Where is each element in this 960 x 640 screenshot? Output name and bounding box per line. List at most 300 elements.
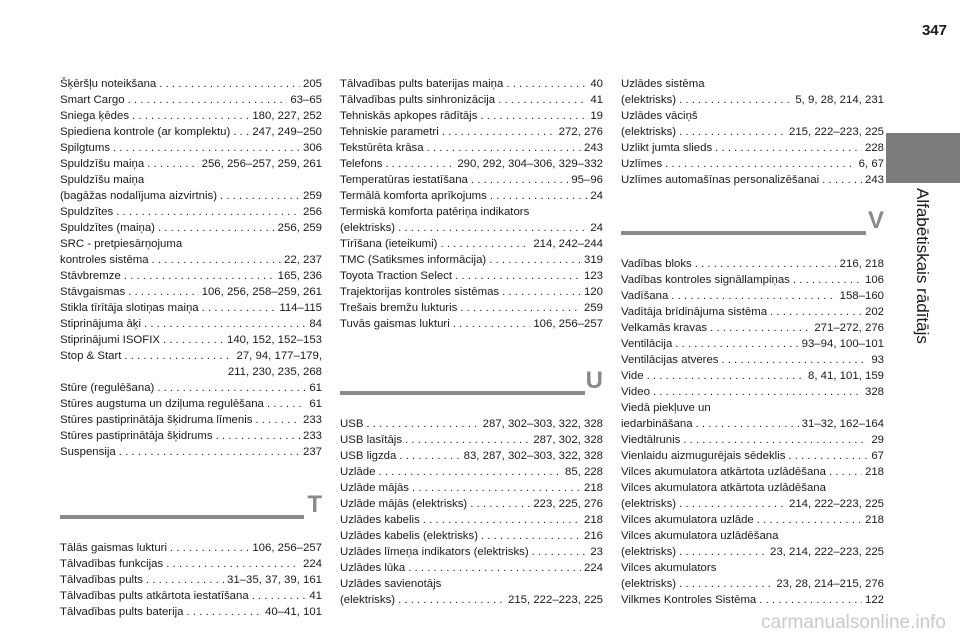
entry-pages: 158–160 bbox=[839, 290, 884, 302]
index-entry bbox=[60, 252, 322, 268]
index-entry bbox=[340, 268, 603, 284]
dot-leader bbox=[788, 448, 868, 464]
entry-pages: 85, 228 bbox=[564, 466, 603, 478]
entry-pages: 6, 67 bbox=[858, 158, 884, 170]
dot-leader bbox=[405, 432, 530, 448]
entry-pages: 19 bbox=[590, 110, 603, 122]
index-entry bbox=[60, 108, 322, 124]
index-entry-heading: Uzlādes savienotājs bbox=[340, 578, 442, 590]
index-entry bbox=[340, 172, 603, 188]
index-entry bbox=[340, 544, 603, 560]
index-entry bbox=[60, 204, 322, 220]
entry-pages: 22, 237 bbox=[283, 254, 322, 266]
dot-leader bbox=[378, 464, 562, 480]
entry-term: Uzlāde mājās (elektrisks) bbox=[340, 498, 468, 510]
dot-leader bbox=[408, 560, 581, 576]
index-entry bbox=[60, 556, 322, 572]
index-entry bbox=[621, 320, 884, 336]
index-entry bbox=[340, 300, 603, 316]
dot-leader bbox=[170, 540, 249, 556]
entry-pages: 106, 256–257 bbox=[252, 542, 322, 554]
index-entry bbox=[60, 604, 322, 620]
index-entry bbox=[340, 284, 603, 300]
dot-leader bbox=[498, 92, 587, 108]
section-header-u bbox=[340, 358, 603, 416]
entry-term: Tehniskās apkopes rādītājs bbox=[340, 110, 478, 122]
entry-pages: 24 bbox=[590, 190, 603, 202]
entries-u-cont bbox=[621, 76, 884, 188]
index-entry bbox=[621, 288, 884, 304]
entry-term: Tālvadības pults sinhronizācija bbox=[340, 94, 496, 106]
entry-term: Stāvgaismas bbox=[60, 286, 126, 298]
entry-term: Vilces akumulatora uzlāde bbox=[621, 514, 754, 526]
entry-term: Viedtālrunis bbox=[621, 434, 681, 446]
section-rule bbox=[340, 391, 585, 395]
entry-pages: 8, 41, 101, 159 bbox=[807, 370, 884, 382]
entry-pages: 237 bbox=[302, 446, 322, 458]
dot-leader bbox=[675, 336, 798, 352]
entry-pages: 23, 28, 214–215, 276 bbox=[776, 578, 884, 590]
dot-leader bbox=[412, 480, 581, 496]
entry-term: Spuldzītes bbox=[60, 206, 114, 218]
index-entry bbox=[60, 156, 322, 172]
entry-pages: 216, 218 bbox=[839, 258, 884, 270]
entry-term: (bagāžas nodalījuma aizvirtnis) bbox=[60, 190, 218, 202]
index-entry bbox=[60, 284, 322, 300]
entry-pages: 256 bbox=[302, 206, 322, 218]
entry-term: Vilces akumulatora atkārtota uzlādēšana bbox=[621, 466, 826, 478]
entry-pages: 5, 9, 28, 214, 231 bbox=[795, 94, 884, 106]
index-entry bbox=[340, 108, 603, 124]
entry-term: Uzlādes kabelis (elektrisks) bbox=[340, 530, 478, 542]
entry-term: Stūres pastiprinātāja šķidrums bbox=[60, 430, 213, 442]
index-entry bbox=[621, 576, 884, 592]
dot-leader bbox=[252, 588, 307, 604]
index-entry-heading: Vilces akumulators bbox=[621, 562, 717, 574]
dot-leader bbox=[144, 316, 306, 332]
dot-leader bbox=[532, 544, 588, 560]
entry-term: Toyota Traction Select bbox=[340, 270, 453, 282]
entry-term: Tālvadības pults bbox=[60, 574, 143, 586]
dot-leader bbox=[829, 464, 862, 480]
entry-pages: 122 bbox=[864, 594, 884, 606]
index-entry bbox=[60, 380, 322, 396]
entry-pages: 218 bbox=[864, 466, 884, 478]
dot-leader bbox=[427, 140, 581, 156]
entry-term: Tālvadības pults atkārtota iestatīšana bbox=[60, 590, 249, 602]
dot-leader bbox=[385, 156, 454, 172]
index-entry bbox=[60, 444, 322, 460]
entry-term: Telefons bbox=[340, 158, 383, 170]
entry-pages: 31–32, 162–164 bbox=[801, 418, 884, 430]
section-letter: T bbox=[307, 491, 322, 518]
entry-pages: 290, 292, 304–306, 329–332 bbox=[457, 158, 603, 170]
dot-leader bbox=[757, 512, 862, 528]
entry-term: Sniega ķēdes bbox=[60, 110, 130, 122]
index-column-3 bbox=[621, 76, 884, 608]
dot-leader bbox=[398, 592, 505, 608]
dot-leader bbox=[490, 188, 587, 204]
entry-pages-continued: 211, 230, 235, 268 bbox=[227, 366, 322, 378]
dot-leader bbox=[152, 252, 281, 268]
index-entry bbox=[340, 560, 603, 576]
entry-term: Spuldzītes (maiņa) bbox=[60, 222, 155, 234]
entry-pages: 41 bbox=[309, 590, 322, 602]
entry-term: Uzlikt jumta slieds bbox=[621, 142, 713, 154]
dot-leader bbox=[722, 352, 869, 368]
dot-leader bbox=[267, 396, 306, 412]
entry-pages: 95–96 bbox=[571, 174, 603, 186]
index-entry bbox=[60, 396, 322, 412]
dot-leader bbox=[158, 220, 275, 236]
index-entry bbox=[60, 140, 322, 156]
dot-leader bbox=[665, 156, 856, 172]
entry-term: Stikla tīrītāja slotiņas maiņa bbox=[60, 302, 199, 314]
dot-leader bbox=[695, 256, 837, 272]
entry-pages: 233 bbox=[302, 414, 322, 426]
dot-leader bbox=[163, 332, 224, 348]
section-header-v bbox=[621, 198, 884, 256]
index-entry bbox=[60, 316, 322, 332]
dot-leader bbox=[506, 76, 587, 92]
dot-leader bbox=[186, 604, 262, 620]
entry-pages: 27, 94, 177–179, bbox=[236, 350, 322, 362]
dot-leader bbox=[679, 124, 786, 140]
dot-leader bbox=[793, 272, 862, 288]
entry-pages: 63–65 bbox=[290, 94, 322, 106]
dot-leader bbox=[647, 368, 805, 384]
entry-pages: 83, 287, 302–303, 322, 328 bbox=[463, 450, 603, 462]
dot-leader bbox=[481, 528, 581, 544]
entry-term: Tālvadības funkcijas bbox=[60, 558, 164, 570]
entry-term: Stāvbremze bbox=[60, 270, 121, 282]
entry-term: (elektrisks) bbox=[340, 594, 396, 606]
index-entry-heading: Uzlādes sistēma bbox=[621, 78, 705, 90]
entry-pages: 243 bbox=[864, 174, 884, 186]
entry-term: Stop & Start bbox=[60, 350, 122, 362]
index-entry bbox=[621, 172, 884, 188]
dot-leader bbox=[489, 252, 581, 268]
entry-term: (elektrisks) bbox=[621, 94, 677, 106]
dot-leader bbox=[132, 108, 249, 124]
entry-pages: 41 bbox=[590, 94, 603, 106]
index-entry bbox=[340, 432, 603, 448]
entry-pages: 215, 222–223, 225 bbox=[507, 594, 603, 606]
entries-t-cont bbox=[340, 76, 603, 332]
dot-leader bbox=[679, 496, 786, 512]
entry-pages: 256, 259 bbox=[277, 222, 322, 234]
index-entry bbox=[340, 156, 603, 172]
entry-pages: 306 bbox=[302, 142, 322, 154]
index-entry bbox=[340, 316, 603, 332]
entry-pages: 228 bbox=[864, 142, 884, 154]
entry-term: Spiediena kontrole (ar komplektu) bbox=[60, 126, 231, 138]
entry-pages: 106 bbox=[864, 274, 884, 286]
index-entry bbox=[340, 448, 603, 464]
index-entry bbox=[60, 428, 322, 444]
index-entry bbox=[340, 592, 603, 608]
entry-term: Tuvās gaismas lukturi bbox=[340, 318, 450, 330]
index-entry-heading: Spuldzīšu maiņa bbox=[60, 174, 145, 186]
dot-leader bbox=[653, 384, 862, 400]
index-entry bbox=[340, 236, 603, 252]
entry-pages: 61 bbox=[309, 382, 322, 394]
entry-pages: 114–115 bbox=[279, 302, 322, 314]
entry-term: Smart Cargo bbox=[60, 94, 125, 106]
dot-leader bbox=[202, 300, 277, 316]
entry-pages: 140, 152, 152–153 bbox=[226, 334, 322, 346]
index-entry-heading: Viedā piekļuve un bbox=[621, 402, 711, 414]
index-entry bbox=[621, 352, 884, 368]
dot-leader bbox=[460, 300, 581, 316]
entry-term: USB ligzda bbox=[340, 450, 397, 462]
entry-pages: 165, 236 bbox=[277, 270, 322, 282]
dot-leader bbox=[166, 556, 300, 572]
entry-term: Ventilācija bbox=[621, 338, 673, 350]
entry-pages: 180, 227, 252 bbox=[252, 110, 322, 122]
entry-term: Uzlāde mājās bbox=[340, 482, 410, 494]
index-column-1 bbox=[60, 76, 322, 620]
entry-pages: 106, 256–257 bbox=[533, 318, 603, 330]
entries-t bbox=[60, 540, 322, 620]
entry-term: Uzlīmes automašīnas personalizēšanai bbox=[621, 174, 820, 186]
entry-term: Velkamās kravas bbox=[621, 322, 708, 334]
entry-pages: 123 bbox=[583, 270, 603, 282]
index-entry bbox=[340, 140, 603, 156]
entry-pages: 24 bbox=[590, 222, 603, 234]
entry-term: Stūre (regulēšana) bbox=[60, 382, 155, 394]
index-entry bbox=[621, 592, 884, 608]
index-entry bbox=[621, 140, 884, 156]
dot-leader bbox=[759, 592, 862, 608]
dot-leader bbox=[502, 284, 581, 300]
index-entry-heading: Termiskā komforta patēriņa indikators bbox=[340, 206, 530, 218]
entry-pages: 233 bbox=[302, 430, 322, 442]
entry-term: Uzlādes kabelis bbox=[340, 514, 420, 526]
entry-term: Šķēršļu noteikšana bbox=[60, 78, 157, 90]
entry-term: Stiprinājuma āķi bbox=[60, 318, 142, 330]
entry-pages: 93 bbox=[871, 354, 884, 366]
section-rule bbox=[621, 231, 866, 235]
dot-leader bbox=[233, 124, 249, 140]
entry-pages: 287, 302, 328 bbox=[533, 434, 603, 446]
dot-leader bbox=[696, 416, 799, 432]
entry-term: TMC (Satiksmes informācija) bbox=[340, 254, 487, 266]
dot-leader bbox=[671, 288, 836, 304]
dot-leader bbox=[157, 380, 306, 396]
section-header-t bbox=[60, 482, 322, 540]
dot-leader bbox=[453, 316, 531, 332]
index-entry bbox=[340, 464, 603, 480]
entry-term: Vilkmes Kontroles Sistēma bbox=[621, 594, 757, 606]
entry-pages: 29 bbox=[871, 434, 884, 446]
entry-term: Uzlīmes bbox=[621, 158, 663, 170]
entry-pages: 224 bbox=[583, 562, 603, 574]
index-entry bbox=[60, 412, 322, 428]
index-entry bbox=[621, 336, 884, 352]
dot-leader bbox=[471, 172, 568, 188]
index-entry bbox=[621, 544, 884, 560]
dot-leader bbox=[147, 156, 198, 172]
entry-term: Tīrīšana (ieteikumi) bbox=[340, 238, 438, 250]
index-entry bbox=[340, 124, 603, 140]
entry-term: Uzlāde bbox=[340, 466, 376, 478]
dot-leader bbox=[440, 236, 530, 252]
index-entry bbox=[340, 512, 603, 528]
section-tab-label: Alfabētiskais rādītājs bbox=[913, 188, 932, 344]
dot-leader bbox=[255, 412, 300, 428]
entry-pages: 259 bbox=[583, 302, 603, 314]
dot-leader bbox=[216, 428, 300, 444]
dot-leader bbox=[220, 188, 300, 204]
dot-leader bbox=[470, 496, 530, 512]
entries-v bbox=[621, 256, 884, 608]
entry-pages: 218 bbox=[583, 514, 603, 526]
dot-leader bbox=[398, 220, 587, 236]
index-entry bbox=[60, 92, 322, 108]
entry-pages: 247, 249–250 bbox=[252, 126, 322, 138]
entry-term: Ventilācijas atveres bbox=[621, 354, 719, 366]
index-entry bbox=[621, 384, 884, 400]
entry-term: Trajektorijas kontroles sistēmas bbox=[340, 286, 500, 298]
entry-term: Tālvadības pults baterija bbox=[60, 606, 184, 618]
index-entry bbox=[60, 332, 322, 348]
entry-term: Vadības kontroles signāllampiņas bbox=[621, 274, 790, 286]
dot-leader bbox=[128, 284, 198, 300]
entry-term: Tekstūrēta krāsa bbox=[340, 142, 424, 154]
index-entry bbox=[60, 220, 322, 236]
entry-pages: 218 bbox=[583, 482, 603, 494]
entry-term: Suspensija bbox=[60, 446, 116, 458]
dot-leader bbox=[679, 92, 792, 108]
entry-pages: 243 bbox=[583, 142, 603, 154]
index-entry bbox=[621, 92, 884, 108]
entry-pages: 272, 276 bbox=[558, 126, 603, 138]
page-number: 347 bbox=[921, 22, 947, 39]
entries-s bbox=[60, 76, 322, 460]
entry-pages: 218 bbox=[864, 514, 884, 526]
entry-term: Vienlaidu aizmugurējais sēdeklis bbox=[621, 450, 786, 462]
entry-term: Video bbox=[621, 386, 650, 398]
entry-term: Vadītāja brīdinājuma sistēma bbox=[621, 306, 768, 318]
dot-leader bbox=[710, 320, 811, 336]
index-entry bbox=[60, 300, 322, 316]
index-entry-heading: SRC - pretpiesārņojuma bbox=[60, 238, 183, 250]
section-letter: U bbox=[585, 367, 603, 394]
entry-term: (elektrisks) bbox=[340, 222, 396, 234]
index-entry bbox=[621, 448, 884, 464]
index-entry bbox=[621, 156, 884, 172]
entry-pages: 328 bbox=[864, 386, 884, 398]
index-entry-heading: Uzlādes vāciņš bbox=[621, 110, 698, 122]
dot-leader bbox=[679, 544, 767, 560]
entry-pages: 216 bbox=[583, 530, 603, 542]
entry-pages: 23, 214, 222–223, 225 bbox=[769, 546, 884, 558]
index-entry bbox=[60, 588, 322, 604]
dot-leader bbox=[124, 348, 233, 364]
entry-term: USB bbox=[340, 418, 364, 430]
index-entry bbox=[621, 416, 884, 432]
entry-pages: 61 bbox=[309, 398, 322, 410]
index-entry bbox=[60, 76, 322, 92]
entry-term: Tālvadības pults baterijas maiņa bbox=[340, 78, 504, 90]
index-entry bbox=[621, 464, 884, 480]
entry-term: Trešais bremžu lukturis bbox=[340, 302, 458, 314]
index-entry bbox=[60, 124, 322, 140]
index-entry bbox=[60, 268, 322, 284]
dot-leader bbox=[116, 204, 300, 220]
entry-term: Temperatūras iestatīšana bbox=[340, 174, 468, 186]
entry-term: Vadības bloks bbox=[621, 258, 692, 270]
entry-term: Stūres pastiprinātāja šķidruma līmenis bbox=[60, 414, 253, 426]
index-entry bbox=[340, 480, 603, 496]
index-entry bbox=[60, 188, 322, 204]
dot-leader bbox=[480, 108, 587, 124]
entry-term: Stiprinājumi ISOFIX bbox=[60, 334, 161, 346]
dot-leader bbox=[128, 92, 288, 108]
index-entry bbox=[340, 76, 603, 92]
dot-leader bbox=[159, 76, 300, 92]
entry-term: Tālās gaismas lukturi bbox=[60, 542, 167, 554]
index-entry bbox=[340, 92, 603, 108]
index-entry bbox=[340, 528, 603, 544]
entry-pages: 84 bbox=[309, 318, 322, 330]
index-entry bbox=[60, 572, 322, 588]
dot-leader bbox=[146, 572, 224, 588]
dot-leader bbox=[119, 444, 300, 460]
dot-leader bbox=[399, 448, 460, 464]
index-entry bbox=[340, 496, 603, 512]
entry-term: (elektrisks) bbox=[621, 546, 677, 558]
entry-pages: 223, 225, 276 bbox=[533, 498, 603, 510]
section-tab-marker bbox=[886, 133, 960, 183]
section-rule bbox=[60, 515, 304, 519]
entry-pages: 271–272, 276 bbox=[814, 322, 884, 334]
entry-term: iedarbināšana bbox=[621, 418, 693, 430]
entry-term: Stūres augstuma un dziļuma regulēšana bbox=[60, 398, 264, 410]
dot-leader bbox=[822, 172, 862, 188]
section-letter: V bbox=[867, 207, 884, 234]
entry-term: Uzlādes līmeņa indikators (elektrisks) bbox=[340, 546, 529, 558]
dot-leader bbox=[455, 268, 581, 284]
entry-term: Termālā komforta aprīkojums bbox=[340, 190, 487, 202]
entry-pages: 67 bbox=[871, 450, 884, 462]
dot-leader bbox=[113, 140, 300, 156]
entry-term: Uzlādes lūka bbox=[340, 562, 406, 574]
entry-pages: 205 bbox=[302, 78, 322, 90]
entry-pages: 287, 302–303, 322, 328 bbox=[482, 418, 603, 430]
index-entry bbox=[60, 540, 322, 556]
entry-term: Spuldzīšu maiņa bbox=[60, 158, 145, 170]
index-column-2 bbox=[340, 76, 603, 608]
entry-pages: 202 bbox=[864, 306, 884, 318]
entry-pages: 23 bbox=[590, 546, 603, 558]
entry-pages: 106, 256, 258–259, 261 bbox=[201, 286, 322, 298]
entry-term: Tehniskie parametri bbox=[340, 126, 439, 138]
entry-term: Vadīšana bbox=[621, 290, 669, 302]
entry-pages: 224 bbox=[302, 558, 322, 570]
entry-pages: 120 bbox=[583, 286, 603, 298]
entry-term: Vide bbox=[621, 370, 644, 382]
entry-pages: 319 bbox=[583, 254, 603, 266]
index-entry bbox=[621, 512, 884, 528]
index-entry bbox=[621, 124, 884, 140]
entry-term: (elektrisks) bbox=[621, 578, 677, 590]
dot-leader bbox=[423, 512, 581, 528]
entry-pages: 215, 222–223, 225 bbox=[788, 126, 884, 138]
index-entry-heading: Vilces akumulatora atkārtota uzlādēšana bbox=[621, 482, 826, 494]
entry-pages: 214, 222–223, 225 bbox=[788, 498, 884, 510]
